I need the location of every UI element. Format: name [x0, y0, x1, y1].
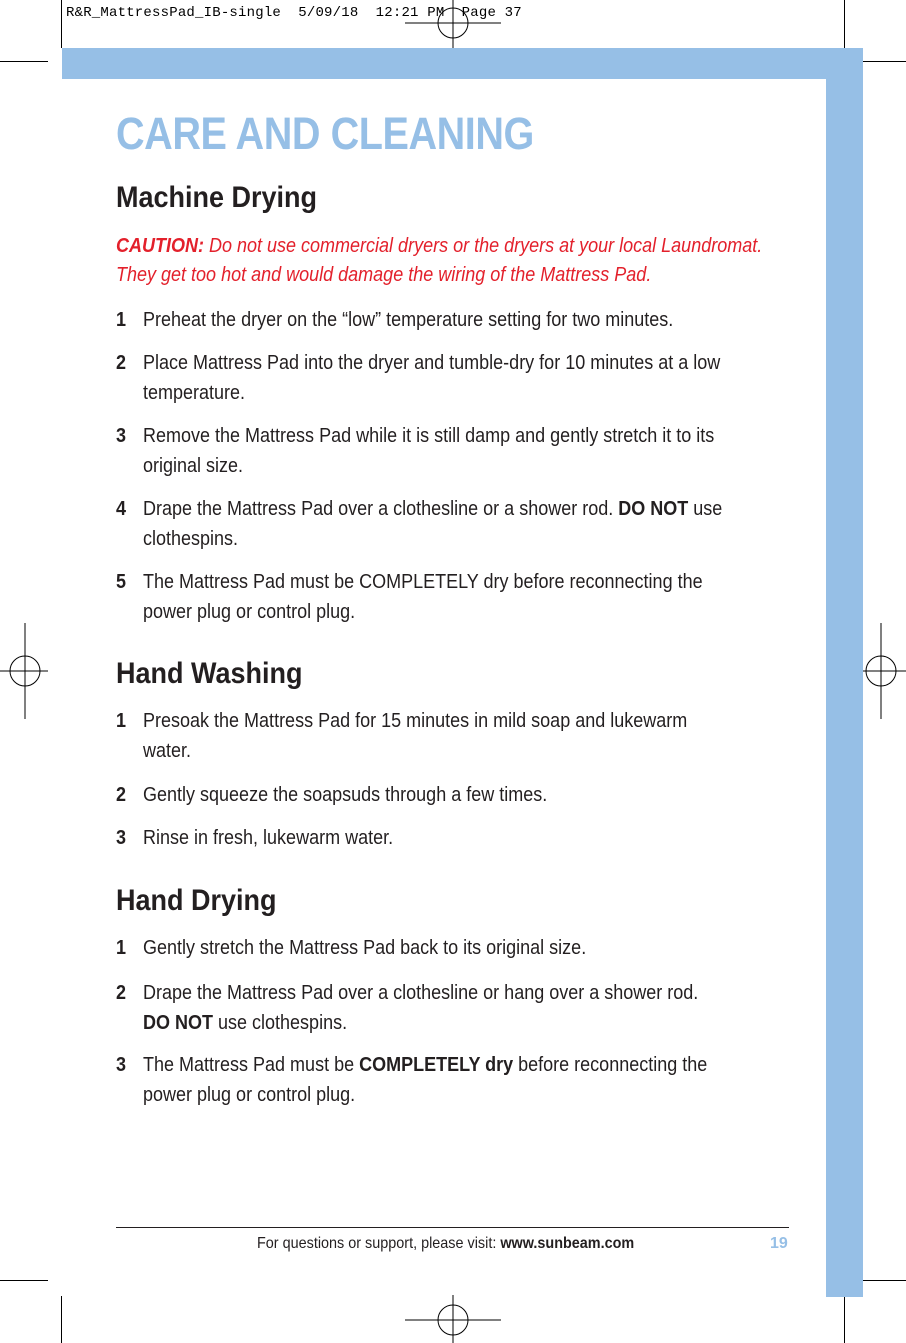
crop-mark: [858, 1280, 906, 1281]
list-item: [116, 823, 782, 853]
support-link[interactable]: www.sunbeam.com: [500, 1235, 635, 1252]
step-text: Presoak the Mattress Pad for 15 minutes in mild soap and lukewarm water.: [143, 710, 688, 762]
registration-mark-icon: [405, 1295, 501, 1343]
machine-drying-heading: Machine Drying: [116, 181, 318, 214]
footer-divider: [116, 1227, 789, 1228]
caution-note: [116, 232, 796, 290]
caution-label: CAUTION:: [116, 235, 204, 257]
caution-text: Do not use commercial dryers or the dryers at your local Laundromat.: [203, 235, 763, 257]
list-item: [116, 494, 782, 554]
step-number: 3: [116, 425, 127, 447]
step-text: Gently stretch the Mattress Pad back to its original size.: [143, 937, 587, 959]
crop-mark: [844, 1296, 845, 1343]
page-title: CARE AND CLEANING: [116, 108, 534, 159]
step-text: Gently squeeze the soapsuds through a few times.: [143, 784, 548, 806]
list-item: [116, 933, 782, 963]
step-number: 5: [116, 571, 127, 593]
step-number: 3: [116, 827, 127, 849]
step-text: Rinse in fresh, lukewarm water.: [143, 827, 394, 849]
step-number: 1: [116, 937, 127, 959]
hand-drying-heading: Hand Drying: [116, 884, 277, 917]
crop-mark: [61, 0, 62, 48]
registration-mark-icon: [0, 623, 48, 719]
page-number: 19: [770, 1235, 788, 1252]
footer-label: For questions or support, please visit:: [257, 1235, 501, 1252]
crop-mark: [0, 1280, 48, 1281]
registration-mark-icon: [858, 623, 906, 719]
step-text: Place Mattress Pad into the dryer and tumble-dry for 10 minutes at a low temperature.: [143, 352, 721, 404]
list-item: [116, 305, 782, 335]
list-item: [116, 706, 782, 766]
step-number: 1: [116, 309, 127, 331]
list-item: [116, 348, 782, 408]
printer-slug: R&R_MattressPad_IB-single 5/09/18 12:21 PM Page 37: [66, 5, 522, 21]
step-text: Preheat the dryer on the “low” temperature setting for two minutes.: [143, 309, 674, 331]
list-item: [116, 978, 782, 1038]
step-number: 2: [116, 982, 127, 1004]
list-item: [116, 1050, 782, 1110]
step-text: Drape the Mattress Pad over a clothesline or a shower rod. DO NOT use clothespins.: [143, 498, 723, 550]
caution-text: They get too hot and would damage the wiring of the Mattress Pad.: [116, 264, 652, 286]
crop-mark: [61, 1296, 62, 1343]
header-band: [62, 48, 863, 79]
list-item: [116, 567, 782, 627]
side-band: [826, 48, 863, 1297]
step-number: 2: [116, 352, 127, 374]
hand-washing-heading: Hand Washing: [116, 657, 303, 690]
footer-support: [257, 1235, 634, 1253]
crop-mark: [0, 61, 48, 62]
step-text: The Mattress Pad must be COMPLETELY dry before reconnecting the power plug or control plug.: [143, 571, 703, 623]
list-item: [116, 421, 782, 481]
step-number: 1: [116, 710, 127, 732]
list-item: [116, 780, 782, 810]
step-text: Drape the Mattress Pad over a clothesline or hang over a shower rod. DO NOT use clothespins.: [143, 982, 699, 1034]
registration-mark-icon: [405, 0, 501, 48]
step-number: 2: [116, 784, 127, 806]
step-number: 3: [116, 1054, 127, 1076]
crop-mark: [858, 61, 906, 62]
step-number: 4: [116, 498, 127, 520]
step-text: Remove the Mattress Pad while it is still damp and gently stretch it to its original size.: [143, 425, 715, 477]
step-text: The Mattress Pad must be COMPLETELY dry before reconnecting the power plug or control plug.: [143, 1054, 708, 1106]
crop-mark: [844, 0, 845, 48]
